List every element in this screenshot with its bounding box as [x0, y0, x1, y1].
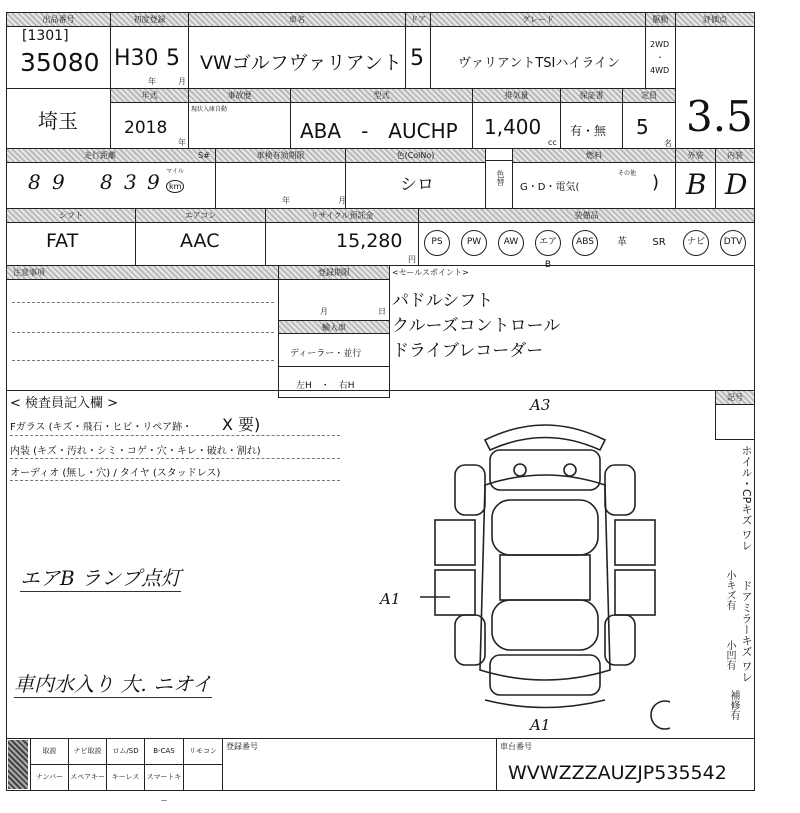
lot-number: 35080	[20, 48, 100, 77]
accessory-cell: リモコン	[183, 738, 223, 765]
accessory-cell: B-CAS	[144, 738, 184, 765]
year-era: H30	[114, 46, 159, 71]
notes-cell	[6, 265, 279, 391]
exterior-grade: B	[686, 168, 707, 201]
legend-text: ホイル・CPキズ ワレ	[740, 445, 753, 551]
inspector-line: オーディオ (無し・穴) / タイヤ (スタッドレス)	[10, 468, 221, 479]
lot-label: 出品番号	[7, 13, 110, 27]
color-label: 色(ColNo)	[346, 149, 485, 163]
shift-label: シフト	[7, 209, 135, 223]
equipment-item: PW	[461, 230, 487, 256]
equipment-item: 革	[617, 237, 627, 248]
sales-point: ドライブレコーダー	[392, 341, 544, 361]
legend-text: ドアミラーキズ ワレ	[740, 580, 753, 683]
fuel-other: その他	[618, 170, 637, 177]
yen-unit: 円	[408, 255, 416, 264]
lot-code: [1301]	[22, 28, 69, 44]
handwritten-note-1: エアB ランプ点灯	[20, 562, 181, 592]
exterior-label: 外装	[676, 149, 715, 163]
mileage-digit: 8	[28, 170, 41, 194]
line	[10, 435, 340, 436]
vin-label: 車台番号	[500, 742, 532, 751]
recycle-fee: 15,280	[336, 230, 403, 252]
s-number-label: S#	[193, 149, 215, 163]
year-month: 5	[166, 46, 180, 71]
equipment-item: AW	[498, 230, 524, 256]
cc-unit: cc	[548, 138, 557, 147]
notes-line	[12, 302, 274, 303]
accessory-cell: 取説	[30, 738, 69, 765]
warranty-value: 有・無	[570, 124, 607, 138]
color-value: シロ	[400, 175, 434, 195]
aircon-label: エアコン	[136, 209, 265, 223]
accessory-cell: スマートキー	[144, 764, 184, 791]
mileage-label: 走行距離	[7, 149, 193, 163]
drive-label: 駆動	[646, 13, 675, 27]
fuel-value: G・D・電気(	[520, 182, 580, 193]
legend-text: 補修有	[728, 690, 739, 720]
reg-number-label: 登録番号	[226, 742, 258, 751]
notes-line	[12, 360, 274, 361]
score-label: 評価点	[676, 13, 754, 27]
line	[10, 458, 340, 459]
legend-text: 小キズ有	[724, 570, 735, 610]
accessory-cell: スペアキー	[68, 764, 107, 791]
equipment-item: エアB	[535, 230, 561, 256]
reg-number-cell	[222, 738, 497, 791]
history-label: 事故歴	[189, 89, 290, 103]
accessory-cell: キーレス	[106, 764, 145, 791]
model-code-label: 型式	[291, 89, 472, 103]
accessory-cell	[183, 764, 223, 791]
legend-text: 小凹有	[724, 640, 735, 670]
prefecture: 埼玉	[38, 109, 78, 133]
history-note: 現状入庫自動	[191, 106, 228, 113]
displacement: 1,400	[484, 115, 542, 139]
km-unit: km	[166, 180, 184, 193]
mileage-digit: 3	[124, 170, 137, 194]
month-unit: 月	[178, 77, 186, 86]
equipment-item: ナビ	[683, 230, 709, 256]
seats-label: 定員	[623, 89, 675, 103]
inspection-label: 車検有効期限	[216, 149, 345, 163]
sales-point: クルーズコントロール	[392, 316, 561, 336]
car-name-label: 車名	[189, 13, 405, 27]
year-unit: 年	[148, 77, 156, 86]
line	[10, 480, 340, 481]
interior-grade: D	[725, 168, 748, 201]
recycle-label: リサイクル預託金	[266, 209, 418, 223]
damage-a1-rear: A1	[530, 716, 551, 734]
seats: 5	[636, 115, 649, 139]
accessory-cell: ナンバー	[30, 764, 69, 791]
handwritten-note-2: 車内水入り 大. ニオイ	[14, 668, 212, 698]
interior-label: 内装	[716, 149, 754, 163]
mileage-digit: 9	[52, 170, 65, 194]
sales-point: パドルシフト	[392, 291, 494, 311]
model-year: 2018	[124, 118, 168, 138]
inspector-line: Fガラス (キズ・飛石・ヒビ・リペア跡・	[10, 422, 193, 433]
fuel-close: )	[652, 172, 660, 193]
doors-value: 5	[410, 46, 424, 71]
divider	[279, 366, 389, 367]
fuel-label: 燃料	[513, 149, 675, 163]
steering-side: 左H ・ 右H	[296, 381, 355, 391]
drive-sep: ・	[656, 53, 664, 62]
score-value: 3.5	[686, 92, 753, 141]
inspector-label: < 検査員記入欄 >	[10, 396, 119, 411]
grade-label: グレード	[431, 13, 645, 27]
mileage-digit: 9	[147, 170, 160, 194]
equipment-item: PS	[424, 230, 450, 256]
model-year-unit: 年	[178, 138, 186, 147]
year-label: 初度登録	[111, 13, 188, 27]
warranty-label: 保証書	[561, 89, 622, 103]
inspection-month: 月	[338, 196, 346, 205]
mile-unit: マイル	[166, 168, 184, 175]
reg-month: 月	[320, 307, 328, 316]
drive-2wd: 2WD	[650, 40, 670, 49]
equipment-label: 装備品	[419, 209, 754, 223]
inspector-line: 内装 (キズ・汚れ・シミ・コゲ・穴・キレ・破れ・割れ)	[10, 446, 261, 457]
vin: WVWZZZAUZJP535542	[508, 762, 727, 784]
mileage-digit: 8	[100, 170, 113, 194]
color-change: 色替	[496, 170, 505, 186]
accessory-cell: ロム/SD	[106, 738, 145, 765]
damage-a3: A3	[530, 396, 551, 414]
bottom-stamp	[8, 740, 28, 789]
equipment-item: SR	[652, 237, 666, 248]
reg-day: 日	[378, 307, 386, 316]
accessory-cell: ナビ取説	[68, 738, 107, 765]
shift-value: FAT	[46, 230, 79, 252]
seats-unit: 名	[664, 139, 672, 148]
sales-points-label: <セールスポイント>	[392, 268, 469, 277]
glass-mark: X 要)	[222, 415, 261, 434]
inspection-year: 年	[282, 196, 290, 205]
equipment-item: ABS	[572, 230, 598, 256]
car-name: VWゴルフヴァリアント	[200, 52, 402, 74]
import-value: ディーラー・並行	[290, 349, 362, 359]
doors-label: ドア	[406, 13, 430, 27]
model-year-label: 年式	[111, 89, 188, 103]
import-label: 輸入車	[279, 320, 389, 334]
notes-label: 注意事項	[7, 266, 278, 280]
damage-a1-side: A1	[380, 590, 401, 608]
equipment-item: DTV	[720, 230, 746, 256]
notes-line	[12, 332, 274, 333]
aircon-value: AAC	[180, 230, 220, 252]
model-code: ABA - AUCHP	[300, 119, 458, 143]
drive-4wd: 4WD	[650, 66, 670, 75]
legend-label: 記号	[716, 391, 754, 405]
grade-value: ヴァリアントTSIハイライン	[458, 56, 620, 71]
car-diagram	[420, 410, 670, 730]
displacement-label: 排気量	[473, 89, 560, 103]
registration-label: 登録期限	[279, 266, 389, 280]
